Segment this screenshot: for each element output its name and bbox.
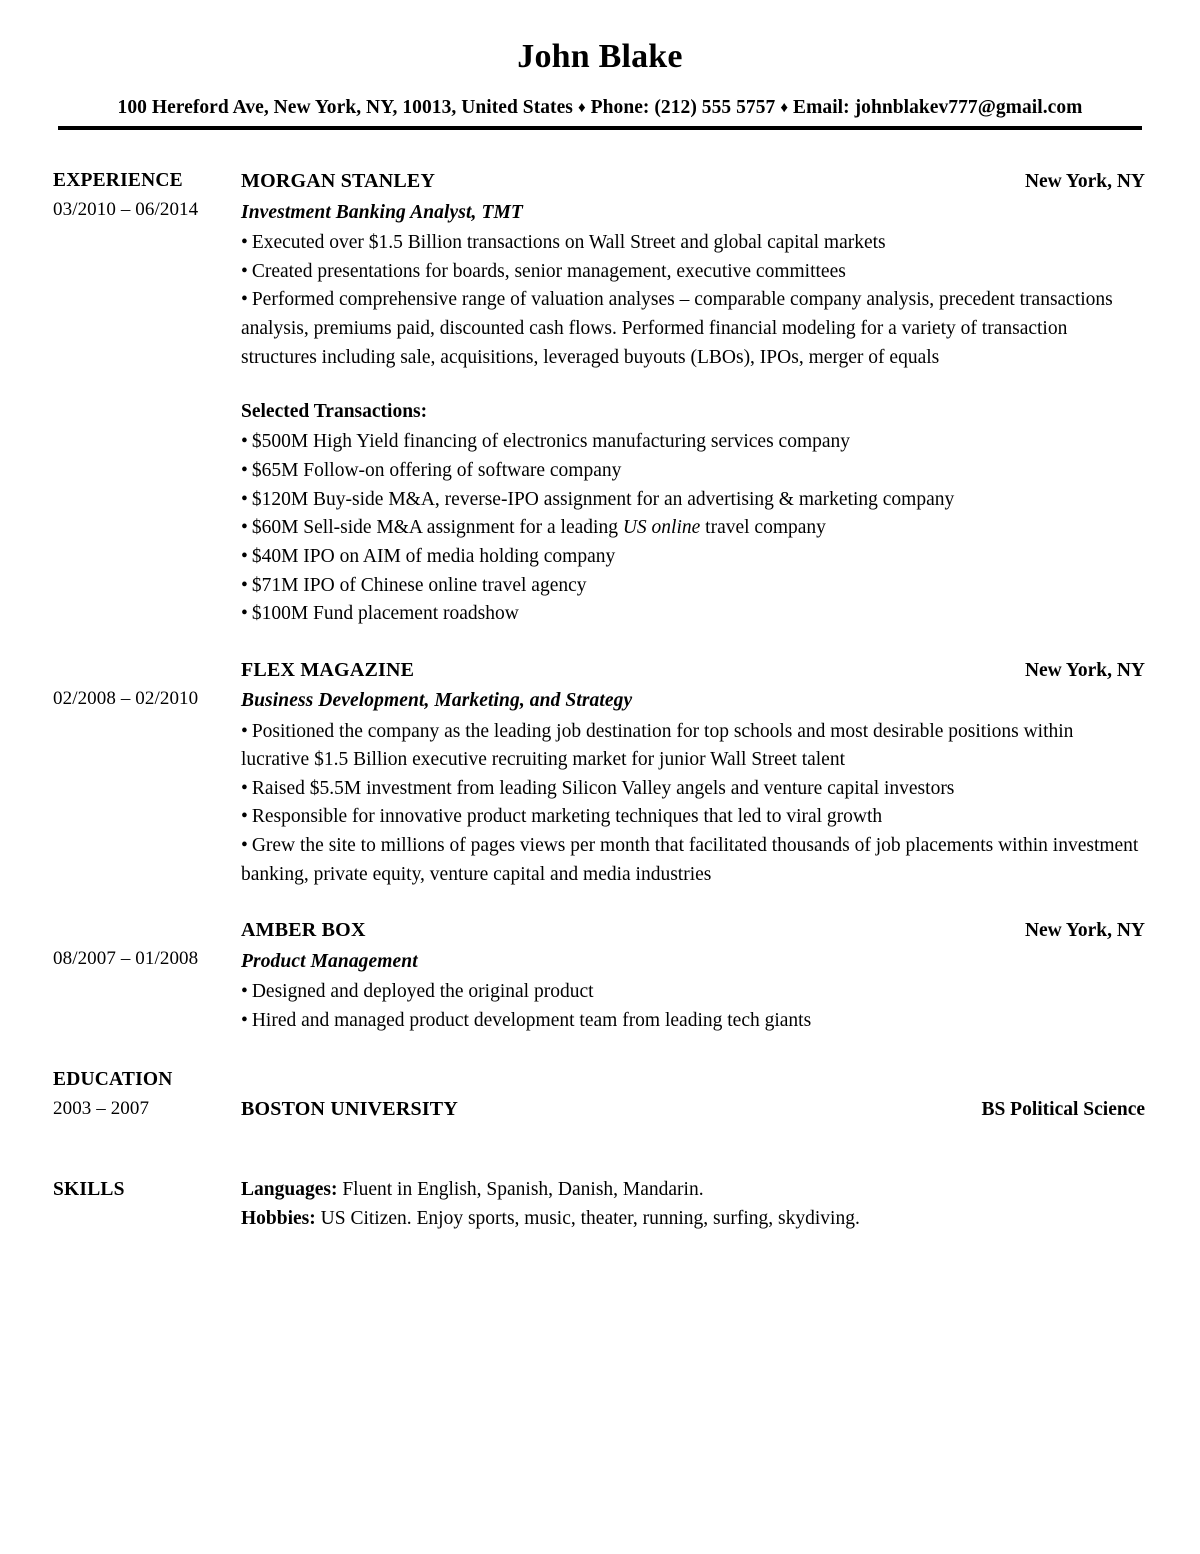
skills-detail	[241, 1175, 1145, 1234]
company-name-2: AMBER BOX	[241, 919, 366, 942]
bullet-text: Created presentations for boards, senior management, executive committees	[251, 260, 846, 282]
bullet-glyph-icon: •	[241, 1009, 248, 1031]
skills-languages-line	[241, 1175, 1145, 1204]
bullet-glyph-icon: •	[241, 720, 248, 742]
job-bullets-0	[241, 229, 1145, 372]
bullet-item	[241, 832, 1145, 889]
job-heading-0	[241, 166, 1145, 196]
diamond-separator-icon: ♦	[577, 100, 586, 117]
experience-meta-0	[53, 166, 241, 225]
experience-detail-0	[241, 166, 1145, 629]
bullet-item	[241, 258, 1145, 287]
experience-dates-2: 08/2007 – 01/2008	[53, 948, 199, 970]
spacer	[53, 1125, 1145, 1175]
experience-dates-1: 02/2008 – 02/2010	[53, 688, 199, 710]
skills-hobbies-value: US Citizen. Enjoy sports, music, theater, running, surfing, skydiving.	[315, 1207, 860, 1229]
experience-dates-0: 03/2010 – 06/2014	[53, 199, 199, 221]
job-title-0: Investment Banking Analyst, TMT	[241, 201, 523, 223]
bullet-glyph-icon: •	[241, 517, 248, 539]
candidate-name: John Blake	[517, 38, 683, 75]
transaction-text-tail: travel company	[700, 517, 826, 539]
bullet-text: Grew the site to millions of pages views per month that facilitated thousands of job placements within investment banking, private equity, venture capital and media industries	[241, 835, 1139, 885]
bullet-glyph-icon: •	[241, 289, 248, 311]
experience-entry-0	[53, 166, 1145, 629]
experience-meta-2	[53, 915, 241, 974]
transaction-item	[241, 428, 1145, 457]
bullet-item	[241, 978, 1145, 1007]
skills-languages-value: Fluent in English, Spanish, Danish, Mandarin.	[337, 1178, 704, 1200]
transaction-item	[241, 543, 1145, 572]
selected-transactions-list	[241, 428, 1145, 629]
transaction-text: $65M Follow-on offering of software company	[251, 460, 622, 482]
transaction-text: $60M Sell-side M&A assignment for a leading	[251, 517, 623, 539]
contact-email: Email: johnblakev777@gmail.com	[793, 97, 1083, 119]
experience-entry-2	[53, 915, 1145, 1035]
spacer	[53, 889, 1145, 915]
contact-address: 100 Hereford Ave, New York, NY, 10013, United States	[117, 97, 573, 119]
company-location-2: New York, NY	[1024, 920, 1145, 942]
section-label-skills: SKILLS	[53, 1178, 125, 1200]
bullet-glyph-icon: •	[241, 460, 248, 482]
spacer	[53, 629, 1145, 655]
company-location-0: New York, NY	[1024, 171, 1145, 193]
bullet-text: Positioned the company as the leading job destination for top schools and most desirable positions within lucrative $1.5 Billion executive recruiting market for junior Wall Street talent	[241, 720, 1074, 771]
contact-phone: Phone: (212) 555 5757	[590, 97, 776, 119]
bullet-item	[241, 286, 1145, 372]
company-name-1: FLEX MAGAZINE	[241, 659, 415, 682]
section-label-experience: EXPERIENCE	[53, 170, 183, 192]
bullet-item	[241, 718, 1145, 775]
transaction-text: $500M High Yield financing of electronics manufacturing services company	[251, 431, 851, 453]
section-label-education: EDUCATION	[53, 1069, 173, 1091]
job-title-1: Business Development, Marketing, and Strategy	[241, 690, 633, 712]
bullet-glyph-icon: •	[241, 488, 248, 510]
job-bullets-2	[241, 978, 1145, 1035]
bullet-item	[241, 1007, 1145, 1036]
bullet-item	[241, 803, 1145, 832]
bullet-item	[241, 229, 1145, 258]
education-dates: 2003 – 2007	[53, 1097, 150, 1119]
transaction-item	[241, 457, 1145, 486]
job-bullets-1	[241, 718, 1145, 890]
job-heading-1	[241, 655, 1145, 685]
education-detail	[241, 1065, 1145, 1124]
bullet-glyph-icon: •	[241, 603, 248, 625]
bullet-text: Raised $5.5M investment from leading Silicon Valley angels and venture capital investors	[251, 777, 955, 799]
skills-languages-label: Languages:	[241, 1178, 338, 1200]
transaction-text-emphasis: US online	[622, 517, 701, 539]
job-heading-2	[241, 915, 1145, 945]
transaction-item	[241, 572, 1145, 601]
education-heading	[241, 1094, 1145, 1124]
bullet-text: Performed comprehensive range of valuation analyses – comparable company analysis, precedent transactions analysis, premiums paid, discounted cash flows. Performed financial modeling for a variety of transaction structures including sale, acquisitions, leveraged buyouts (LBOs), IPOs, merger of equals	[241, 289, 1113, 368]
bullet-glyph-icon: •	[241, 980, 248, 1002]
bullet-item	[241, 775, 1145, 804]
transaction-text: $40M IPO on AIM of media holding company	[251, 546, 616, 568]
degree-name: BS Political Science	[981, 1099, 1145, 1121]
skills-hobbies-label: Hobbies:	[241, 1207, 316, 1229]
bullet-text: Designed and deployed the original product	[251, 980, 594, 1002]
transaction-item	[241, 486, 1145, 515]
school-name: BOSTON UNIVERSITY	[241, 1098, 458, 1121]
skills-meta	[53, 1175, 241, 1205]
job-title-2: Product Management	[241, 950, 418, 972]
bullet-glyph-icon: •	[241, 431, 248, 453]
transaction-item	[241, 514, 1145, 543]
experience-meta-1	[53, 655, 241, 714]
experience-detail-1	[241, 655, 1145, 889]
bullet-text: Responsible for innovative product marketing techniques that led to viral growth	[251, 806, 883, 828]
transaction-text: $71M IPO of Chinese online travel agency	[251, 574, 587, 596]
bullet-glyph-icon: •	[241, 835, 248, 857]
header-divider	[58, 126, 1142, 130]
bullet-glyph-icon: •	[241, 546, 248, 568]
selected-transactions-heading: Selected Transactions:	[241, 401, 428, 423]
bullet-glyph-icon: •	[241, 231, 248, 253]
skills-entry	[53, 1175, 1145, 1234]
education-entry	[53, 1065, 1145, 1124]
company-name-0: MORGAN STANLEY	[241, 170, 436, 193]
transaction-text: $100M Fund placement roadshow	[251, 603, 519, 625]
education-meta	[53, 1065, 241, 1124]
contact-line	[0, 97, 1200, 119]
company-location-1: New York, NY	[1024, 660, 1145, 682]
spacer	[53, 1035, 1145, 1065]
experience-entry-1	[53, 655, 1145, 889]
bullet-text: Executed over $1.5 Billion transactions on Wall Street and global capital markets	[251, 231, 886, 253]
bullet-glyph-icon: •	[241, 260, 248, 282]
bullet-text: Hired and managed product development team from leading tech giants	[251, 1009, 812, 1031]
experience-detail-2	[241, 915, 1145, 1035]
transaction-item	[241, 600, 1145, 629]
transaction-text: $120M Buy-side M&A, reverse-IPO assignment for an advertising & marketing company	[251, 488, 955, 510]
bullet-glyph-icon: •	[241, 777, 248, 799]
diamond-separator-icon: ♦	[780, 100, 789, 117]
resume-header	[0, 0, 1200, 130]
resume-body	[0, 166, 1200, 1233]
bullet-glyph-icon: •	[241, 574, 248, 596]
skills-hobbies-line	[241, 1204, 1145, 1233]
bullet-glyph-icon: •	[241, 806, 248, 828]
